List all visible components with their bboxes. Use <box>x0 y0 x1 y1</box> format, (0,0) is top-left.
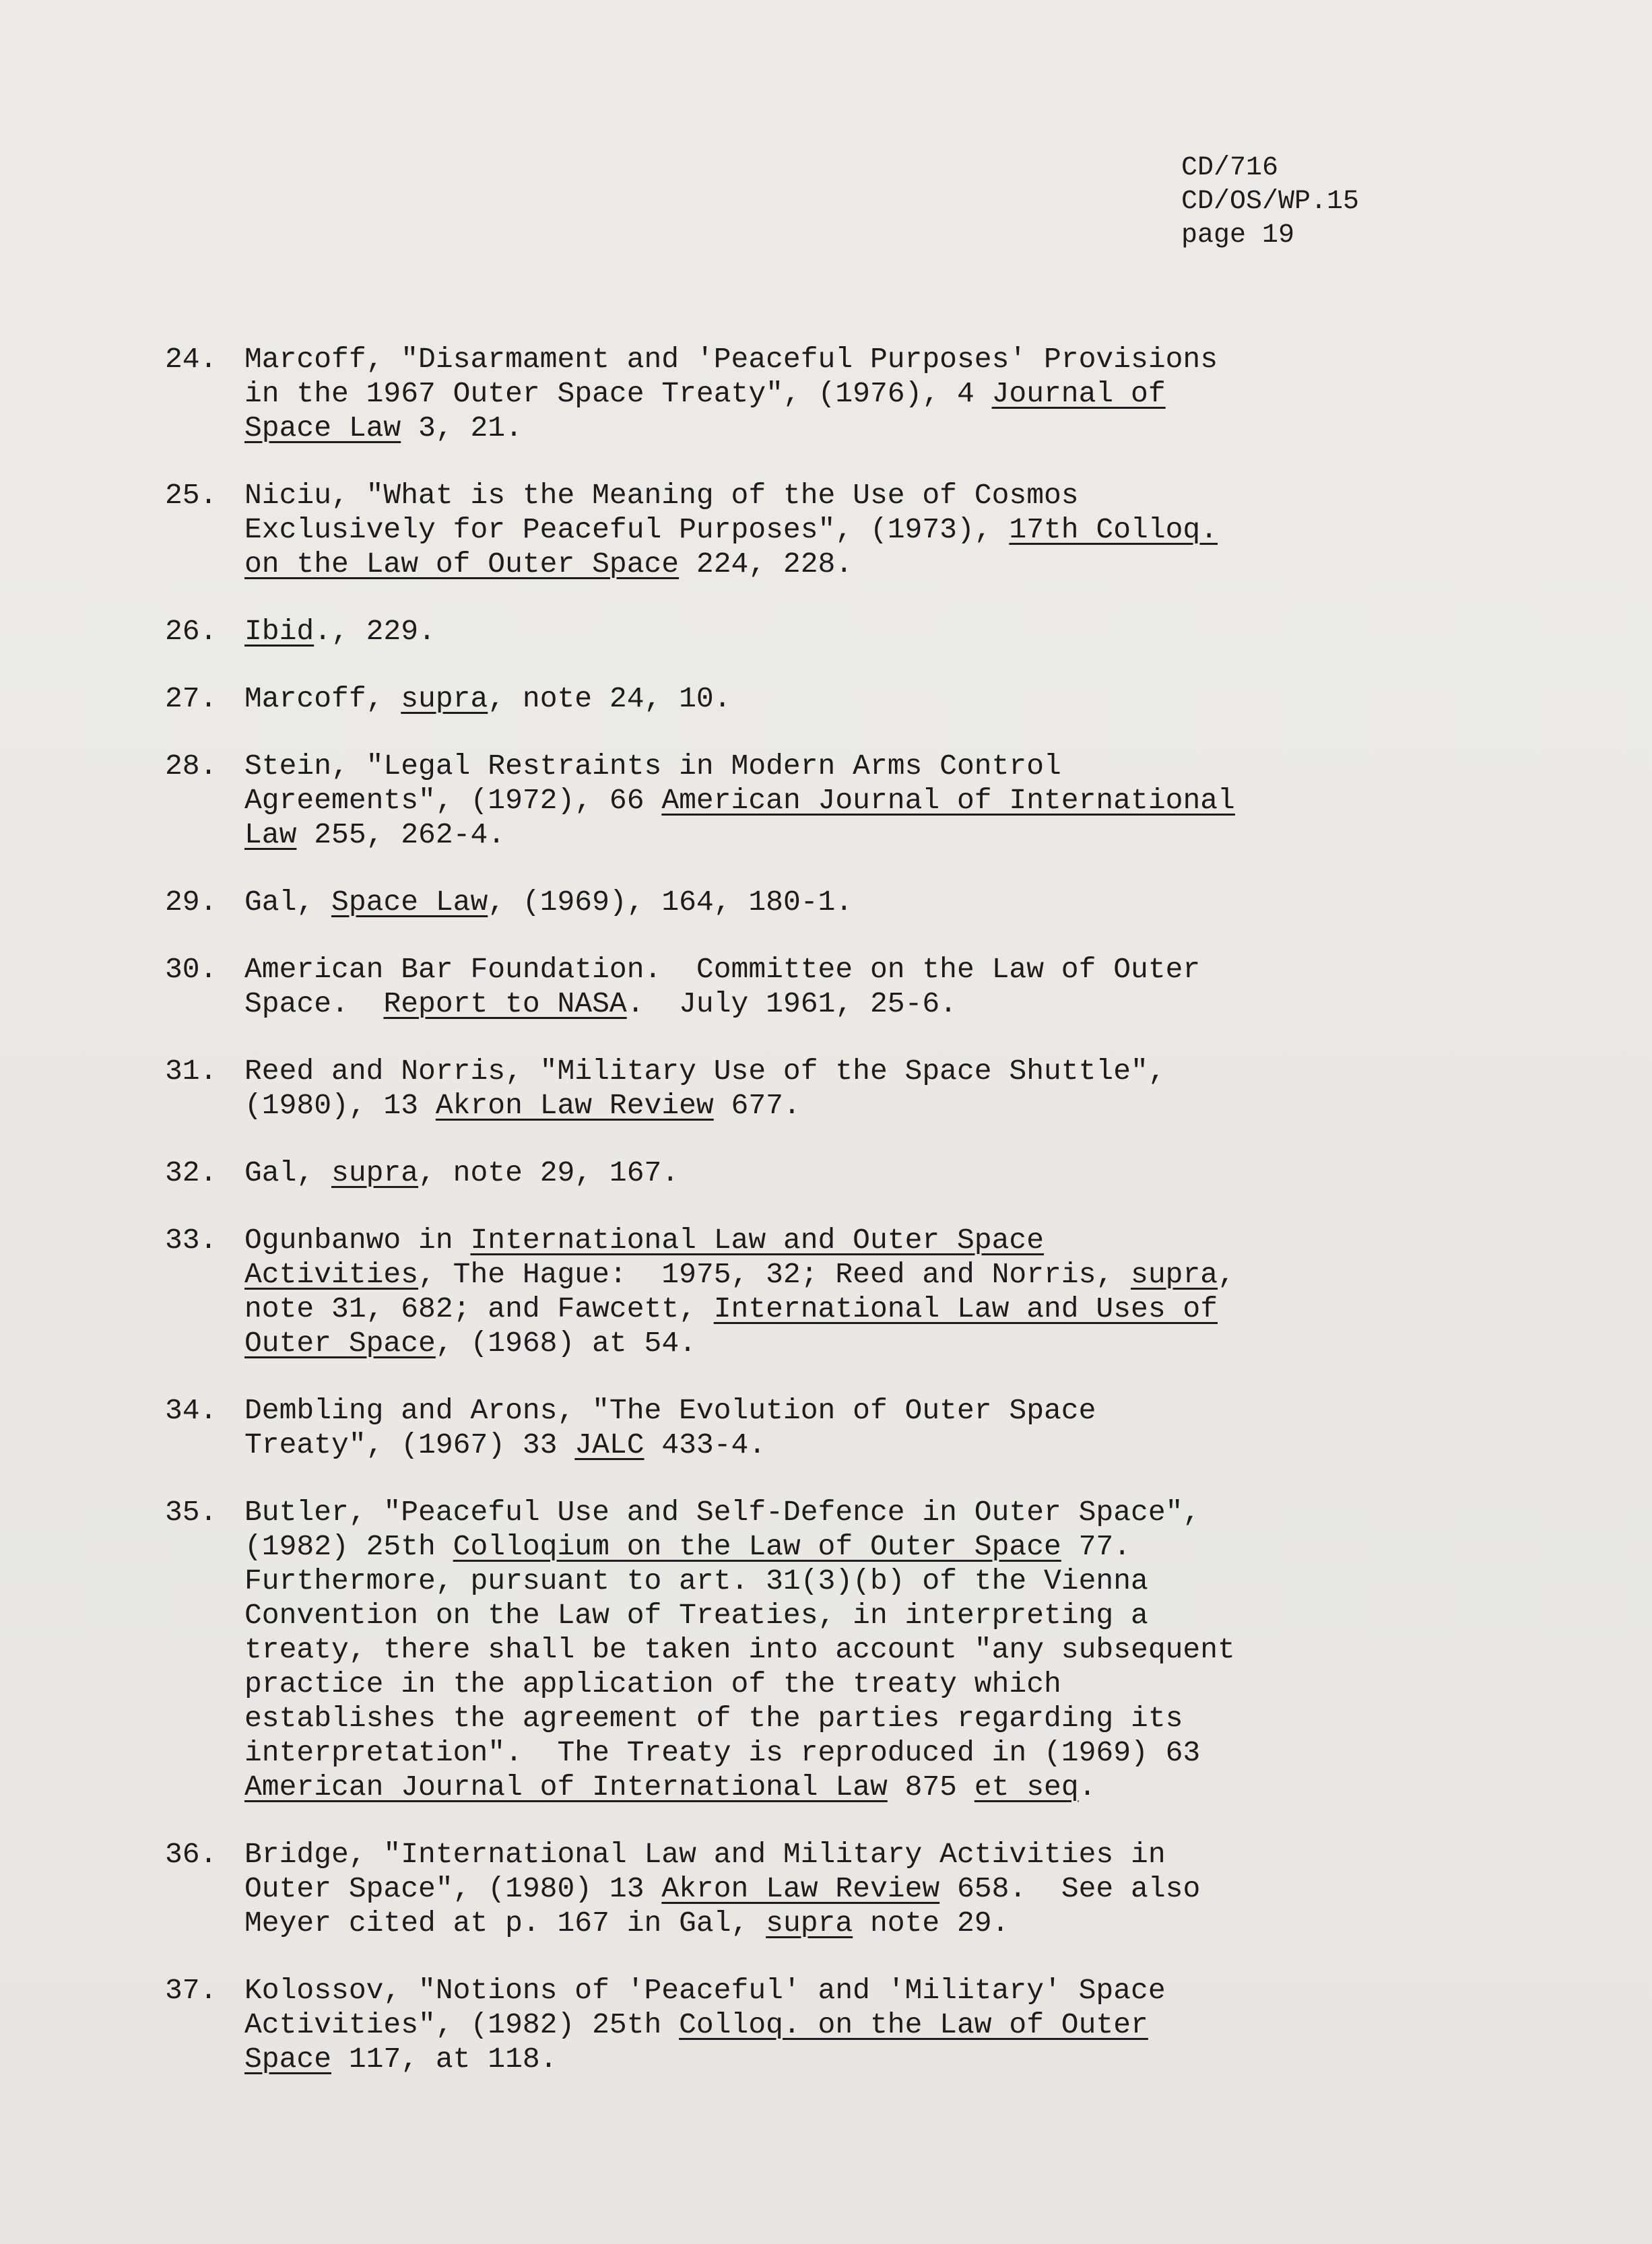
underlined-citation: JALC <box>574 1428 645 1461</box>
underlined-citation: Report to NASA <box>383 987 627 1020</box>
endnote-text <box>244 478 1418 581</box>
endnote-text <box>244 1495 1418 1804</box>
citation-text: Gal, <box>244 1156 332 1189</box>
underlined-citation: supra <box>766 1907 853 1940</box>
working-paper-symbol: CD/OS/WP.15 <box>1181 187 1360 217</box>
citation-text: 433-4. <box>644 1428 766 1461</box>
underlined-citation: Akron Law Review <box>435 1089 714 1122</box>
citation-text: 117, at 118. <box>331 2043 558 2076</box>
endnotes-list <box>165 342 1418 2109</box>
underlined-citation: Ibid <box>244 615 315 648</box>
underlined-citation: International Law and Outer Space Activities <box>244 1224 1045 1291</box>
citation-text: , (1969), 164, 180-1. <box>488 886 853 919</box>
endnote-number: 34. <box>165 1394 218 1427</box>
endnote-text <box>244 1054 1418 1123</box>
underlined-citation: et seq <box>974 1771 1079 1804</box>
citation-text: Marcoff, "Disarmament and 'Peaceful Purposes' Provisions in the 1967 Outer Space Treaty", (1976), 4 <box>244 343 1218 410</box>
endnote-item <box>165 1054 1418 1123</box>
citation-text: , note 31, 682; and Fawcett, <box>244 1258 1235 1325</box>
endnote-item <box>165 478 1418 581</box>
endnote-number: 31. <box>165 1055 218 1088</box>
citation-text: Butler, "Peaceful Use and Self-Defence in Outer Space", (1982) 25th <box>244 1496 1201 1563</box>
citation-text: Marcoff, <box>244 682 401 715</box>
citation-text: 3, 21. <box>401 411 523 444</box>
citation-text: Kolossov, "Notions of 'Peaceful' and 'Military' Space Activities", (1982) 25th <box>244 1974 1166 2041</box>
citation-text: Dembling and Arons, "The Evolution of Outer Space Treaty", (1967) 33 <box>244 1394 1096 1461</box>
underlined-citation: Akron Law Review <box>661 1872 940 1905</box>
citation-text: Bridge, "International Law and Military Activities in Outer Space", (1980) 13 <box>244 1838 1166 1905</box>
citation-text: note 29. <box>853 1907 1010 1940</box>
endnote-item <box>165 1973 1418 2076</box>
citation-text: 224, 228. <box>679 548 853 581</box>
endnote-item <box>165 1156 1418 1190</box>
citation-text: . <box>1078 1771 1096 1804</box>
endnote-number: 28. <box>165 750 218 783</box>
endnote-number: 33. <box>165 1224 218 1257</box>
citation-text: . July 1961, 25-6. <box>626 987 957 1020</box>
endnote-number: 25. <box>165 479 218 512</box>
endnote-item <box>165 1223 1418 1360</box>
endnote-item <box>165 342 1418 445</box>
endnote-item <box>165 614 1418 649</box>
citation-text: 255, 262-4. <box>296 818 506 851</box>
citation-text: American Bar Foundation. Committee on the Law of Outer Space. <box>244 953 1201 1020</box>
underlined-citation: Colloqium on the Law of Outer Space <box>453 1530 1061 1563</box>
endnote-text <box>244 1973 1418 2076</box>
page-number: page 19 <box>1181 220 1295 251</box>
citation-text: Niciu, "What is the Meaning of the Use of Cosmos Exclusively for Peaceful Purposes", (1973), <box>244 479 1079 546</box>
endnote-text <box>244 952 1418 1021</box>
underlined-citation: American Journal of International Law <box>244 784 1235 851</box>
endnote-text <box>244 682 1418 716</box>
endnote-item <box>165 1393 1418 1462</box>
citation-text: , note 29, 167. <box>418 1156 680 1189</box>
endnote-item <box>165 682 1418 716</box>
citation-text: Gal, <box>244 886 332 919</box>
endnote-number: 30. <box>165 953 218 986</box>
document-symbol: CD/716 <box>1181 153 1279 183</box>
underlined-citation: Colloq. on the Law of Outer Space <box>244 2008 1148 2076</box>
endnote-text <box>244 885 1418 919</box>
citation-text: 77. Furthermore, pursuant to art. 31(3)(b) of the Vienna Convention on the Law of Treaties, in interpreting a treaty, there shall be taken into account "any subsequent practice in the application of the treaty which establishes the agreement of the parties regarding its interpretation". The Treaty is reproduced in (1969) 63 <box>244 1530 1235 1769</box>
citation-text: Reed and Norris, "Military Use of the Space Shuttle", (1980), 13 <box>244 1055 1166 1122</box>
citation-text: Stein, "Legal Restraints in Modern Arms Control Agreements", (1972), 66 <box>244 750 1061 817</box>
endnote-item <box>165 885 1418 919</box>
endnote-number: 35. <box>165 1496 218 1529</box>
endnote-number: 26. <box>165 615 218 648</box>
endnote-text <box>244 614 1418 649</box>
endnote-text <box>244 1156 1418 1190</box>
underlined-citation: 17th Colloq. on the Law of Outer Space <box>244 513 1218 581</box>
citation-text: , The Hague: 1975, 32; Reed and Norris, <box>418 1258 1131 1291</box>
underlined-citation: supra <box>401 682 488 715</box>
underlined-citation: Journal of Space Law <box>244 377 1166 444</box>
endnote-item <box>165 952 1418 1021</box>
citation-text: , (1968) at 54. <box>435 1327 696 1360</box>
endnote-text <box>244 749 1418 852</box>
endnote-text <box>244 342 1418 445</box>
endnote-item <box>165 1837 1418 1940</box>
endnote-number: 37. <box>165 1974 218 2007</box>
endnote-number: 29. <box>165 886 218 919</box>
citation-text: , note 24, 10. <box>488 682 731 715</box>
endnote-number: 32. <box>165 1156 218 1189</box>
endnote-text <box>244 1223 1418 1360</box>
citation-text: ., 229. <box>314 615 436 648</box>
endnote-item <box>165 749 1418 852</box>
endnote-number: 27. <box>165 682 218 715</box>
endnote-text <box>244 1837 1418 1940</box>
endnote-number: 36. <box>165 1838 218 1871</box>
citation-text: Ogunbanwo in <box>244 1224 471 1257</box>
citation-text: 658. See also Meyer cited at p. 167 in Gal, <box>244 1872 1201 1940</box>
citation-text: 677. <box>713 1089 801 1122</box>
underlined-citation: supra <box>331 1156 419 1189</box>
underlined-citation: supra <box>1131 1258 1218 1291</box>
document-header <box>1181 152 1359 253</box>
underlined-citation: Space Law <box>331 886 488 919</box>
endnote-text <box>244 1393 1418 1462</box>
citation-text: 875 <box>887 1771 974 1804</box>
endnote-item <box>165 1495 1418 1804</box>
underlined-citation: International Law and Uses of Outer Space <box>244 1292 1218 1360</box>
underlined-citation: American Journal of International Law <box>244 1771 888 1804</box>
endnote-number: 24. <box>165 343 218 376</box>
